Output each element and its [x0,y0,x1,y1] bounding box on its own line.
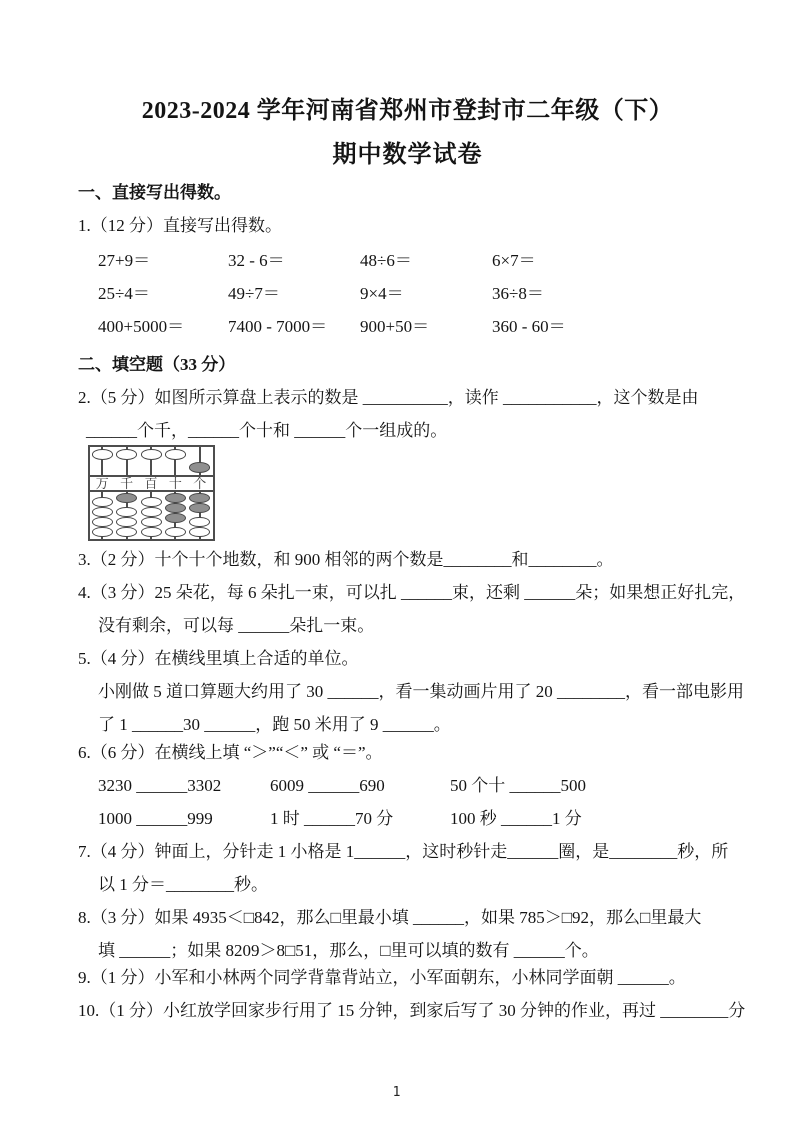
question-2-line-1: 2.（5 分）如图所示算盘上表示的数是 __________，读作 ___________，这个数是由 [78,388,699,407]
page-number: 1 [392,1085,401,1100]
section-1-heading: 一、直接写出得数。 [78,183,231,202]
question-5-line-1: 5.（4 分）在横线里填上合适的单位。 [78,649,359,668]
compare-item: 1 时 ______70 分 [270,809,394,828]
calc-expression: 32 - 6＝ [228,251,285,270]
question-5-line-2: 小刚做 5 道口算题大约用了 30 ______，看一集动画片用了 20 ________，看一部电影用 [98,682,744,701]
abacus-bead [92,527,113,538]
question-10-line-1: 10.（1 分）小红放学回家步行用了 15 分钟，到家后写了 30 分钟的作业，再过 ________分 [78,1001,746,1020]
compare-item: 6009 ______690 [270,776,385,795]
abacus-bead [141,507,162,518]
abacus-rod-label: 十 [168,476,182,491]
calc-expression: 48÷6＝ [360,251,412,270]
question-4-line-2: 没有剩余，可以每 ______朵扎一束。 [98,616,375,635]
abacus-rod-label: 个 [193,476,207,491]
calc-expression: 7400 - 7000＝ [228,317,328,336]
question-1-calc-grid [78,244,737,343]
compare-item: 100 秒 ______1 分 [450,809,582,828]
abacus-bead [189,527,210,538]
compare-item: 3230 ______3302 [98,776,222,795]
abacus-bead [165,503,186,514]
abacus-bead [165,449,186,460]
abacus-bead [189,517,210,528]
abacus-bead [165,513,186,524]
abacus-rod-label: 万 [95,476,109,491]
abacus-rod-label: 百 [144,476,158,491]
question-2-line-2: ______个千，______个十和 ______个一组成的。 [86,421,448,440]
abacus-bead [165,493,186,504]
question-8-line-1: 8.（3 分）如果 4935＜□842，那么□里最小填 ______，如果 785＞□92，那么□里最大 [78,908,702,927]
question-3-line-1: 3.（2 分）十个十个地数，和 900 相邻的两个数是________和________。 [78,550,614,569]
question-7-line-2: 以 1 分＝________秒。 [98,875,268,894]
calc-expression: 49÷7＝ [228,284,280,303]
question-4-line-1: 4.（3 分）25 朵花，每 6 朵扎一束，可以扎 ______束，还剩 ______朵；如果想正好扎完， [78,583,746,602]
abacus-bead [189,493,210,504]
abacus-bead [116,517,137,528]
abacus-bead [92,497,113,508]
section-2-heading: 二、填空题（33 分） [78,355,236,374]
exam-title [78,94,737,172]
abacus-bead [141,449,162,460]
calc-expression: 400+5000＝ [98,317,185,336]
exam-title-line1: 2023-2024 学年河南省郑州市登封市二年级（下） [141,98,674,124]
question-6-label: 6.（6 分）在横线上填 “＞”“＜” 或 “＝”。 [78,743,383,762]
abacus-figure [88,445,215,541]
compare-item: 1000 ______999 [98,809,213,828]
abacus-bead [92,507,113,518]
calc-expression: 25÷4＝ [98,284,150,303]
abacus-bead [116,507,137,518]
question-8-line-2: 填 ______；如果 8209＞8□51，那么，□里可以填的数有 ______个。 [98,941,599,960]
question-7-line-1: 7.（4 分）钟面上，分针走 1 小格是 1______，这时秒针走______圈，是________秒，所 [78,842,729,861]
question-1-label: 1.（12 分）直接写出得数。 [78,216,282,235]
question-5-line-3: 了 1 ______30 ______，跑 50 米用了 9 ______。 [98,715,451,734]
question-6-row-2 [78,802,737,835]
abacus-rod-label: 千 [120,476,134,491]
abacus-bead [92,517,113,528]
question-9-line-1: 9.（1 分）小军和小林两个同学背靠背站立，小军面朝东，小林同学面朝 ______。 [78,968,686,987]
abacus-bead [116,493,137,504]
calc-expression: 27+9＝ [98,251,151,270]
calc-expression: 360 - 60＝ [492,317,566,336]
abacus-bead [141,527,162,538]
abacus-bead [141,517,162,528]
compare-item: 50 个十 ______500 [450,776,586,795]
calc-expression: 9×4＝ [360,284,404,303]
calc-expression: 36÷8＝ [492,284,544,303]
calc-expression: 900+50＝ [360,317,430,336]
exam-title-line2: 期中数学试卷 [332,142,483,168]
abacus-bead [189,503,210,514]
abacus-beam [90,475,213,492]
abacus-bead [141,497,162,508]
abacus-bead [189,462,210,473]
abacus-bead [165,527,186,538]
question-6-row-1 [78,769,737,802]
abacus-bead [116,527,137,538]
abacus-bead [92,449,113,460]
calc-expression: 6×7＝ [492,251,536,270]
abacus-bead [116,449,137,460]
